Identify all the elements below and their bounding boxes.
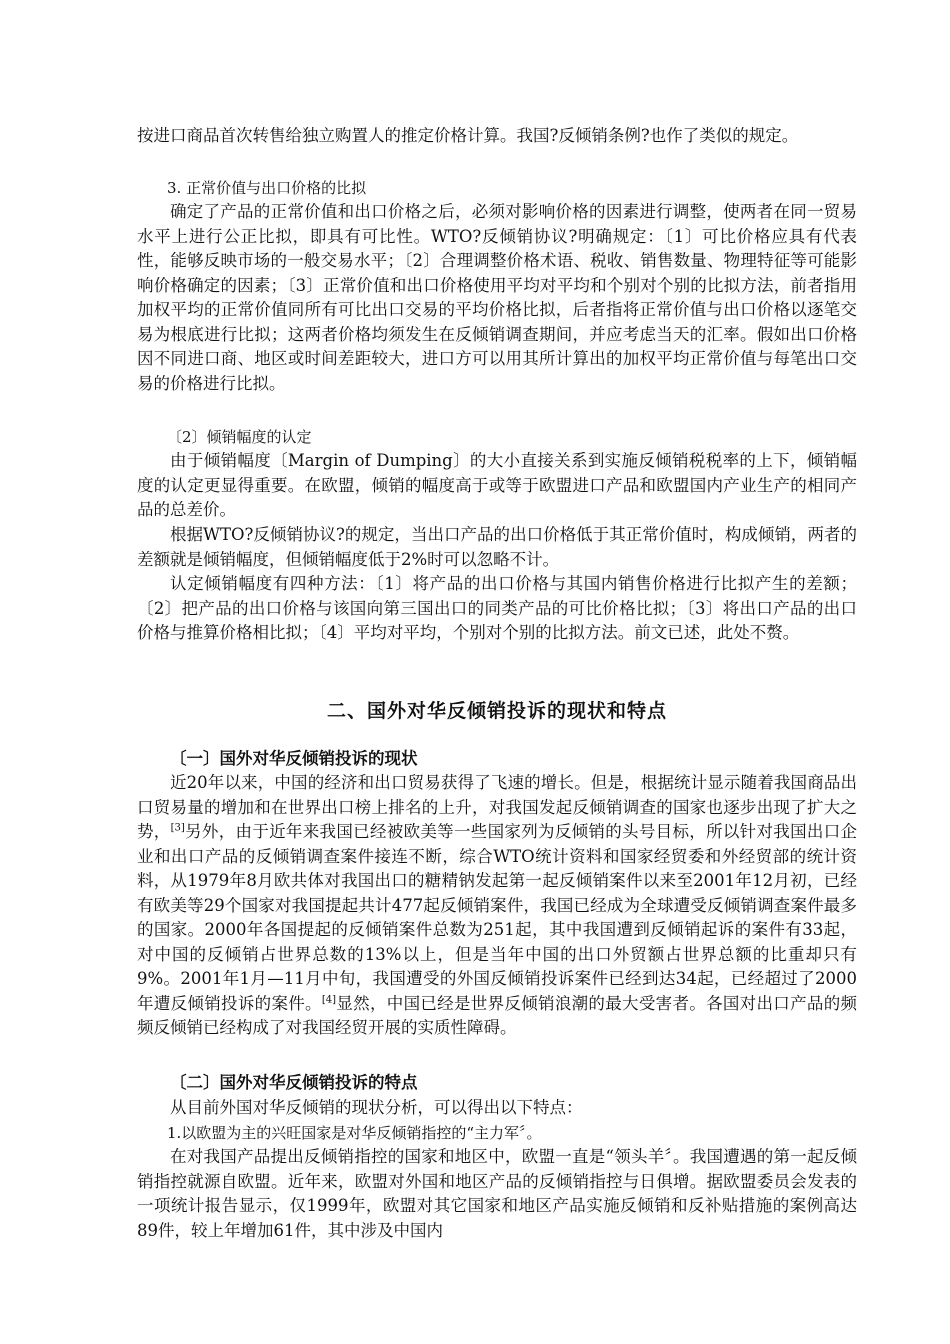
section-2-subheading-1: 〔一〕国外对华反倾销投诉的现状 (170, 749, 418, 768)
status-text-b: 另外，由于近年来我国已经被欧美等一些国家列为反倾销的头号目标，所以针对我国出口企业和出口产品的反倾销调查案件接连不断，综合WTO统计资料和国家经贸委和外经贸部的统计资料，从1979年8月欧共体对我国出口的糖精钠发起第一起反倾销案件以来至2001年12月初，已经有欧美等29个国家对我国提起共计477起反倾销案件，我国已经成为全球遭受反倾销调查案件最多的国家。2000年各国提起的反倾销案件总数为251起，其中我国遭到反倾销起诉的案件有33起，对中国的反倾销占世界总数的13%以上，但是当年中国的出口外贸额占世界总额的比重却只有9%。2001年1月—11月中旬，我国遭受的外国反倾销投诉案件已经到达34起，已经超过了2000年遭反倾销投诉的案件。 (137, 822, 858, 1013)
paragraph-status (137, 771, 857, 1041)
paragraph-dumping-margin-3: 认定倾销幅度有四种方法：〔1〕将产品的出口价格与其国内销售价格进行比拟产生的差额；〔2〕把产品的出口价格与该国向第三国出口的同类产品的可比价格比拟；〔3〕将出口产品的出口价格与推算价格相比拟；〔4〕平均对平均，个别对个别的比拟方法。前文已述，此处不赘。 (137, 574, 857, 642)
paragraph-price-comparison: 确定了产品的正常价值和出口价格之后，必须对影响价格的因素进行调整，使两者在同一贸易水平上进行公正比拟，即具有可比性。WTO?反倾销协议?明确规定：〔1〕可比价格应具有代表性，能够反映市场的一般交易水平；〔2〕合理调整价格术语、税收、销售数量、物理特征等可能影响价格确定的因素；〔3〕正常价值和出口价格使用平均对平均和个别对个别的比拟方法，前者指用加权平均的正常价值同所有可比出口交易的平均价格比拟，后者指将正常价值与出口价格以逐笔交易为根底进行比拟；这两者价格均须发生在反倾销调查期间，并应考虑当天的汇率。假如出口价格因不同进口商、地区或时间差距较大，进口方可以用其所计算出的加权平均正常价值与每笔出口交易的价格进行比拟。 (137, 202, 857, 393)
paragraph-eu-lead: 在对我国产品提出反倾销指控的国家和地区中，欧盟一直是“领头羊〞。我国遭遇的第一起反倾销指控就源自欧盟。近年来，欧盟对外国和地区产品的反倾销指控与日俱增。据欧盟委员会发表的一项统计报告显示，仅1999年，欧盟对其它国家和地区产品实施反倾销和反补贴措施的案例高达89件，较上年增加61件，其中涉及中国内 (137, 1147, 857, 1240)
paragraph-features-intro: 从目前外国对华反倾销的现状分析，可以得出以下特点： (170, 1098, 583, 1117)
status-text-a: 近20年以来，中国的经济和出口贸易获得了飞速的增长。但是，根据统计显示随着我国商品出口贸易量的增加和在世界出口榜上排名的上升，对我国发起反倾销调查的国家也逐步出现了扩大之势， (137, 773, 857, 841)
item-3-title: 3. 正常价值与出口价格的比拟 (167, 179, 367, 197)
citation-4: [4] (321, 994, 337, 1005)
subsection-2-title: 〔2〕倾销幅度的认定 (167, 428, 312, 446)
section-2-subheading-2: 〔二〕国外对华反倾销投诉的特点 (170, 1073, 418, 1092)
citation-3: [3] (170, 822, 185, 834)
paragraph-continuation: 按进口商品首次转售给独立购置人的推定价格计算。我国?反倾销条例?也作了类似的规定。 (137, 126, 799, 145)
paragraph-dumping-margin-1: 由于倾销幅度〔Margin of Dumping〕的大小直接关系到实施反倾销税税率的上下，倾销幅度的认定更显得重要。在欧盟，倾销的幅度高于或等于欧盟进口产品和欧盟国内产业生产的相同产品的总差价。 (137, 451, 857, 519)
status-text-c: 显然，中国已经是世界反倾销浪潮的最大受害者。各国对出口产品的频频反倾销已经构成了对我国经贸开展的实质性障碍。 (137, 993, 858, 1037)
paragraph-dumping-margin-2: 根据WTO?反倾销协议?的规定，当出口产品的出口价格低于其正常价值时，构成倾销，两者的差额就是倾销幅度，但倾销幅度低于2%时可以忽略不计。 (137, 525, 857, 569)
point-1: 1.以欧盟为主的兴旺国家是对华反倾销指控的“主力军〞。 (167, 1124, 542, 1142)
section-2-heading: 二、国外对华反倾销投诉的现状和特点 (326, 700, 667, 722)
